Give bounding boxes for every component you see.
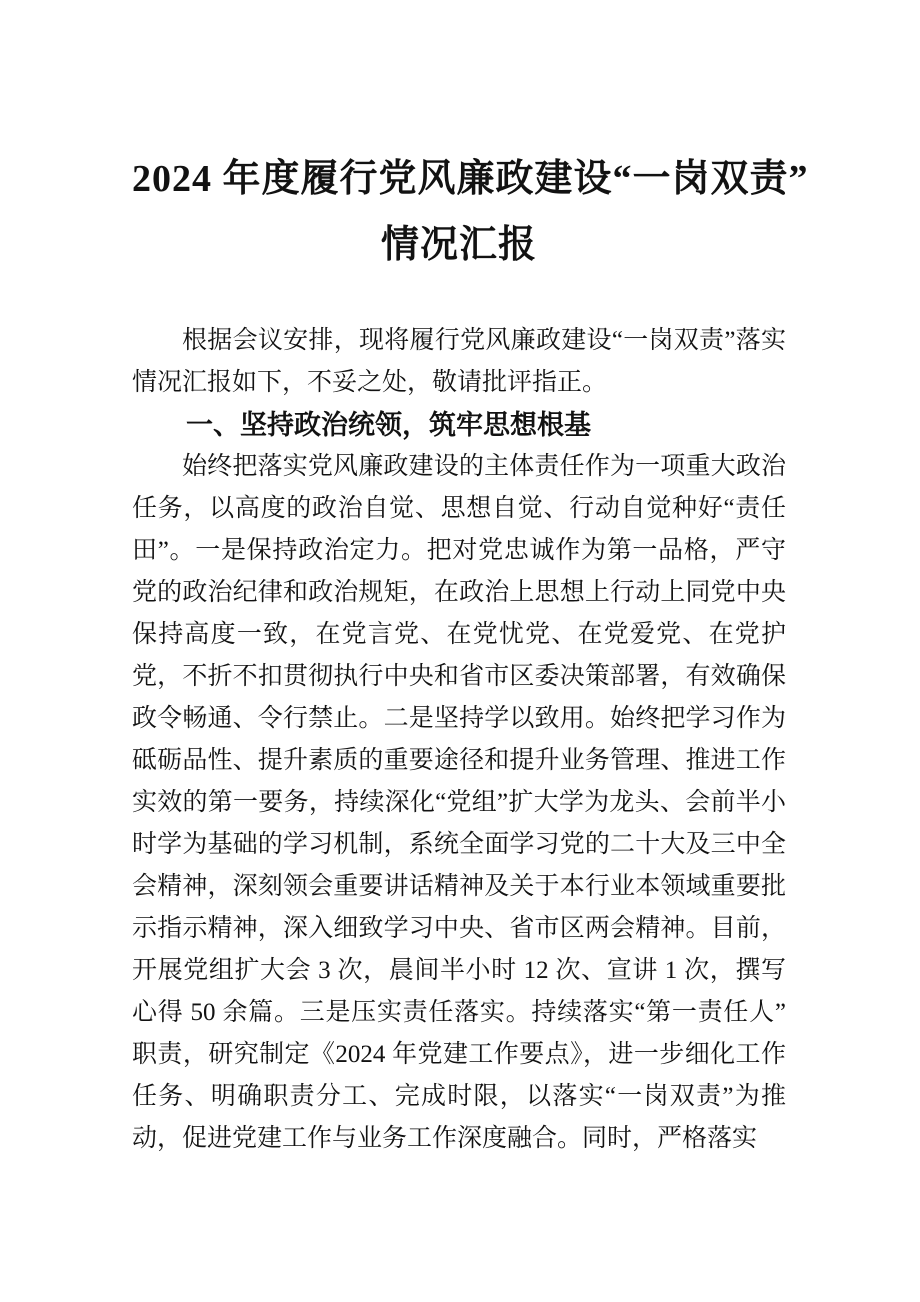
body-paragraph-1: 始终把落实党风廉政建设的主体责任作为一项重大政治任务，以高度的政治自觉、思想自觉、行动自觉种好“责任田”。一是保持政治定力。把对党忠诚作为第一品格，严守党的政治纪律和政治规矩，在政治上思想上行动上同党中央保持高度一致，在党言党、在党忧党、在党爱党、在党护党，不折不扣贯彻执行中央和省市区委决策部署，有效确保政令畅通、令行禁止。二是坚持学以致用。始终把学习作为砥砺品性、提升素质的重要途径和提升业务管理、推进工作实效的第一要务，持续深化“党组”扩大学为龙头、会前半小时学为基础的学习机制，系统全面学习党的二十大及三中全会精神，深刻领会重要讲话精神及关于本行业本领域重要批示指示精神，深入细致学习中央、省市区两会精神。目前，开展党组扩大会 3 次，晨间半小时 12 次、宣讲 1 次，撰写心得 50 余篇。三是压实责任落实。持续落实“第一责任人”职责，研究制定《2024 年党建工作要点》，进一步细化工作任务、明确职责分工、完成时限，以落实“一岗双责”为推动，促进党建工作与业务工作深度融合。同时，严格落实 [132, 453, 786, 1152]
document-body [132, 320, 786, 1160]
section-heading-1: 一、坚持政治统领，筑牢思想根基 [186, 410, 591, 440]
intro-paragraph: 根据会议安排，现将履行党风廉政建设“一岗双责”落实情况汇报如下，不妥之处，敬请批评指正。 [132, 327, 786, 396]
document-title [132, 146, 809, 278]
document-title-line-2: 情况汇报 [380, 224, 537, 266]
document-title-line-1: 2024 年度履行党风廉政建设“一岗双责” [132, 158, 809, 200]
